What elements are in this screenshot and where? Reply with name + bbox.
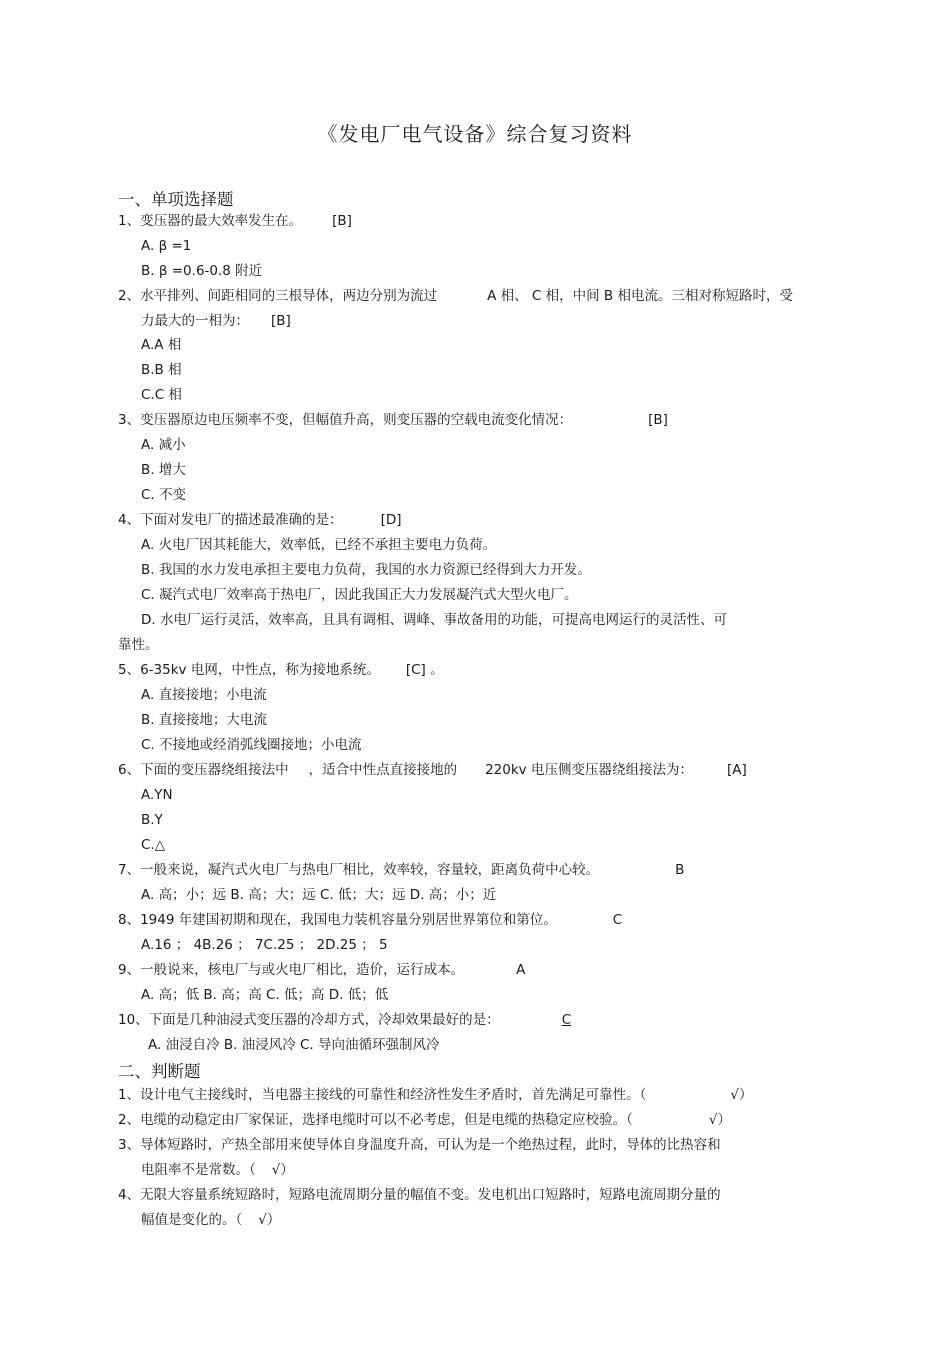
question-stem-cont: 力最大的一相为： [141,313,249,329]
question-stem: 2、水平排列、间距相同的三根导体，两边分别为流过 [118,288,438,304]
option-c: C. 不接地或经消弧线圈接地；小电流 [141,737,362,753]
question-answer: A [516,962,526,978]
question-6 [118,760,747,780]
option-c: C.C 相 [141,387,182,403]
section-heading-single-choice: 一、单项选择题 [118,190,234,209]
judge-item-4-cont [141,1210,280,1230]
judge-text-cont: 幅值是变化的。（ [141,1212,243,1228]
judge-mark: √） [271,1162,294,1178]
option-d-cont: 靠性。 [118,637,159,653]
question-answer: [A] [726,762,747,778]
question-stem-cont: ，适合中性点直接接地的 [308,762,458,778]
option-c: C. 凝汽式电厂效率高于热电厂，因此我国正大力发展凝汽式大型火电厂。 [141,587,578,603]
judge-item-4: 4、无限大容量系统短路时，短路电流周期分量的幅值不变。发电机出口短路时，短路电流周期分量的 [118,1187,721,1203]
options-line: A. 高；小；远 B. 高；大；远 C. 低；大；远 D. 高；小；近 [141,887,497,903]
option-a: A.A 相 [141,337,182,353]
question-3 [118,410,668,430]
question-stem: 8、1949 年建国初期和现在，我国电力装机容量分别居世界第位和第位。 [118,912,557,928]
judge-item-3: 3、导体短路时，产热全部用来使导体自身温度升高，可认为是一个绝热过程，此时，导体的比热容和 [118,1137,721,1153]
options-line: A.16 ； 4B.26 ； 7C.25 ； 2D.25 ； 5 [141,937,388,953]
question-stem: 9、一般说来，核电厂与或火电厂相比，造价，运行成本。 [118,962,465,978]
judge-item-3-cont [141,1160,294,1180]
option-b: B. 增大 [141,462,186,478]
question-stem: 10、下面是几种油浸式变压器的冷却方式，冷却效果最好的是： [118,1012,500,1028]
question-answer: [B] [332,213,352,229]
question-1 [118,211,352,231]
option-b: B. β =0.6-0.8 附近 [141,263,263,279]
option-b: B.B 相 [141,362,182,378]
question-answer: [B] [648,412,668,428]
judge-item-1 [118,1085,752,1105]
document-title: 《发电厂电气设备》综合复习资料 [317,122,633,146]
option-c: C. 不变 [141,487,187,503]
option-a: A. 减小 [141,437,186,453]
question-answer: C [561,1012,572,1028]
judge-item-2 [118,1110,731,1130]
question-stem-cont: 220kv 电压侧变压器绕组接法为： [485,762,693,778]
judge-mark: √） [258,1212,281,1228]
question-answer: [B] [271,313,291,329]
question-stem-cont: A 相、 C 相，中间 B 相电流。三相对称短路时，受 [487,288,793,304]
options-line: A. 油浸自冷 B. 油浸风冷 C. 导向油循环强制风冷 [148,1037,440,1053]
options-line: A. 高；低 B. 高；高 C. 低；高 D. 低；低 [141,987,389,1003]
question-8 [118,910,622,930]
option-b: B. 我国的水力发电承担主要电力负荷，我国的水力资源已经得到大力开发。 [141,562,591,578]
judge-text-cont: 电阻率不是常数。（ [141,1162,256,1178]
question-answer: [C] 。 [405,662,444,678]
option-d: D. 水电厂运行灵活，效率高，且具有调相、调峰、事故备用的功能，可提高电网运行的灵活性、可 [141,612,727,628]
judge-mark: √） [730,1087,753,1103]
option-a: A. 直接接地；小电流 [141,687,267,703]
judge-text: 1、设计电气主接线时，当电器主接线的可靠性和经济性发生矛盾时，首先满足可靠性。（ [118,1087,647,1103]
question-10 [118,1010,571,1030]
question-2-cont [141,311,291,331]
question-2 [118,286,793,306]
question-stem: 7、一般来说，凝汽式火电厂与热电厂相比，效率较，容量较，距离负荷中心较。 [118,862,600,878]
option-c: C.△ [141,837,166,853]
judge-mark: √） [708,1112,731,1128]
question-7 [118,860,684,880]
option-a: A.YN [141,787,173,803]
question-stem: 3、变压器原边电压频率不变，但幅值升高，则变压器的空载电流变化情况： [118,412,573,428]
option-b: B.Y [141,812,163,828]
option-a: A. β =1 [141,238,192,254]
section-heading-true-false: 二、判断题 [118,1062,201,1081]
question-answer: B [675,862,685,878]
option-b: B. 直接接地；大电流 [141,712,267,728]
question-stem: 6、下面的变压器绕组接法中 [118,762,289,778]
option-a: A. 火电厂因其耗能大，效率低，已经不承担主要电力负荷。 [141,537,497,553]
question-4 [118,510,402,530]
question-stem: 1、变压器的最大效率发生在。 [118,213,303,229]
judge-text: 2、电缆的动稳定由厂家保证，选择电缆时可以不必考虑，但是电缆的热稳定应校验。（ [118,1112,633,1128]
question-5 [118,660,444,680]
question-answer: C [612,912,623,928]
question-stem: 5、6-35kv 电网，中性点，称为接地系统。 [118,662,380,678]
question-answer: [D] [380,512,402,528]
question-9 [118,960,525,980]
question-stem: 4、下面对发电厂的描述最准确的是： [118,512,343,528]
